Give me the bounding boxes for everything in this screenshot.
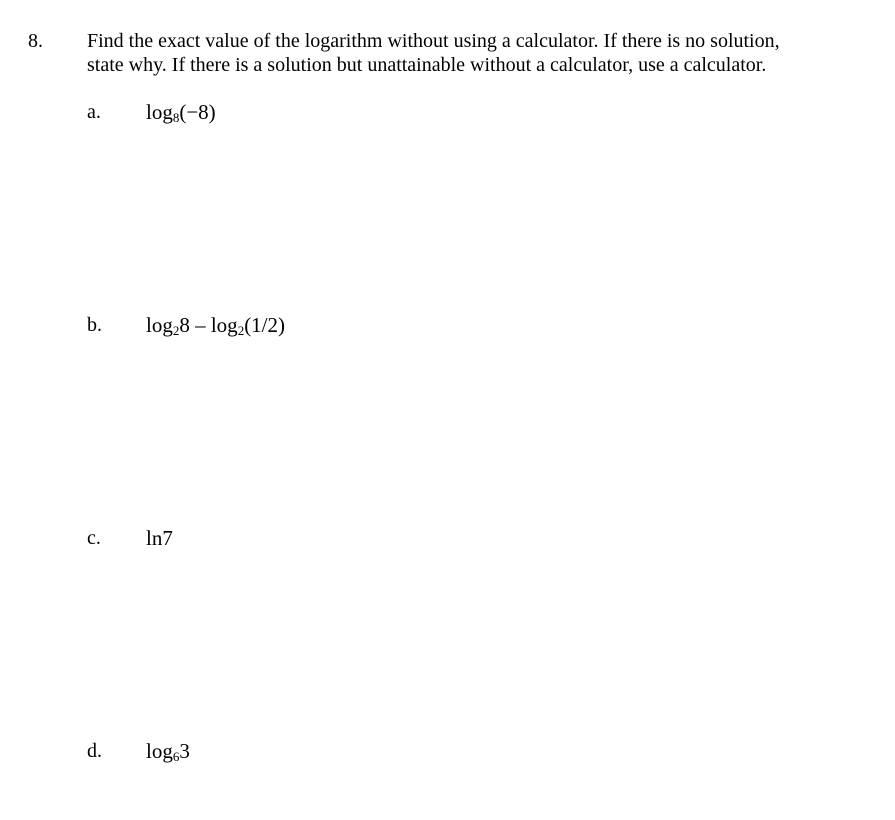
log-function: log — [210, 313, 238, 337]
question-prompt — [87, 29, 877, 77]
part-d-expression — [146, 739, 190, 763]
part-b-expression — [146, 313, 285, 337]
minus-operator: – — [189, 313, 211, 337]
part-c-label: c. — [87, 527, 101, 549]
log-base: 2 — [172, 323, 180, 338]
part-a-expression — [146, 100, 216, 124]
part-a-label: a. — [87, 101, 101, 123]
log-argument: 3 — [179, 739, 190, 763]
log-function: log — [146, 100, 173, 124]
log-function: log — [146, 739, 173, 763]
part-c-expression: ln7 — [146, 526, 173, 550]
log-argument: (−8) — [179, 100, 216, 124]
log-function: log — [146, 313, 173, 337]
log-base: 2 — [237, 323, 245, 338]
question-number: 8. — [28, 30, 43, 52]
log-argument: 8 — [179, 313, 190, 337]
prompt-line-2: state why. If there is a solution but unattainable without a calculator, use a calculator. — [87, 54, 767, 76]
prompt-line-1: Find the exact value of the logarithm without using a calculator. If there is no solution, — [87, 30, 780, 52]
log-base: 6 — [172, 749, 180, 764]
log-base: 8 — [172, 110, 180, 125]
part-d-label: d. — [87, 740, 102, 762]
part-b-label: b. — [87, 314, 102, 336]
log-argument: (1/2) — [244, 313, 286, 337]
